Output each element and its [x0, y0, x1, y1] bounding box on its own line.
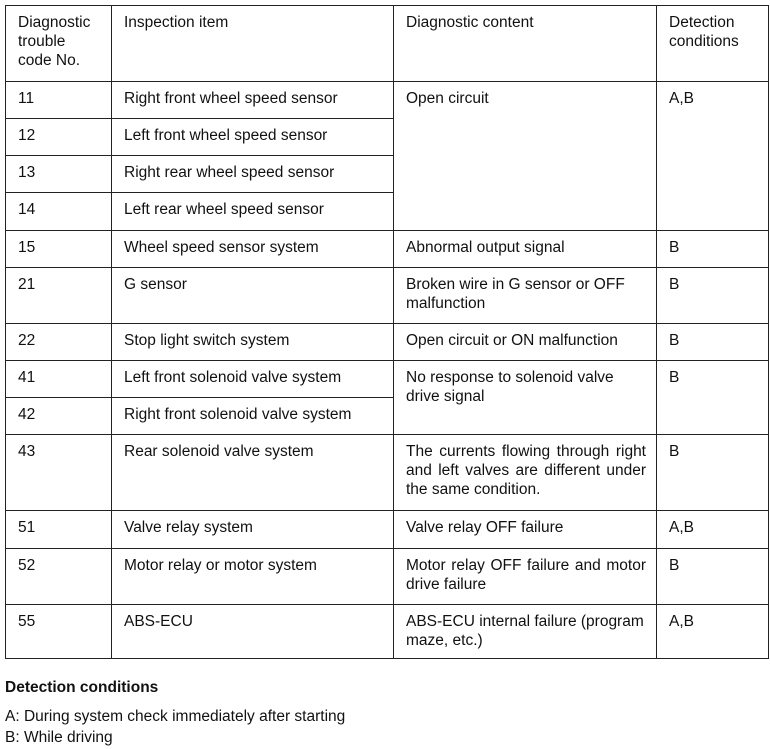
content-cell: ABS-ECU internal failure (program maze, etc.) — [394, 605, 657, 659]
table-row — [6, 549, 769, 605]
item-cell: Motor relay or motor system — [112, 549, 394, 605]
code-cell: 22 — [6, 324, 112, 361]
item-cell: Wheel speed sensor system — [112, 231, 394, 268]
content-cell: Motor relay OFF failure and motor drive failure — [394, 549, 657, 605]
code-cell: 15 — [6, 231, 112, 268]
item-cell: G sensor — [112, 268, 394, 324]
conditions-cell: B — [657, 324, 769, 361]
table-row — [6, 324, 769, 361]
content-cell: Valve relay OFF failure — [394, 511, 657, 549]
conditions-cell: B — [657, 435, 769, 511]
conditions-cell: A,B — [657, 82, 769, 231]
table-row — [6, 268, 769, 324]
code-cell: 43 — [6, 435, 112, 511]
table-row — [6, 511, 769, 549]
item-cell: Rear solenoid valve system — [112, 435, 394, 511]
conditions-cell: A,B — [657, 511, 769, 549]
item-cell: Left front wheel speed sensor — [112, 119, 394, 156]
header-code: Diagnostic trouble code No. — [6, 6, 112, 82]
table-row — [6, 82, 769, 119]
content-cell: Open circuit — [394, 82, 657, 231]
code-cell: 13 — [6, 156, 112, 193]
code-cell: 41 — [6, 361, 112, 398]
item-cell: Right rear wheel speed sensor — [112, 156, 394, 193]
conditions-cell: B — [657, 549, 769, 605]
diagnostic-code-table — [5, 5, 769, 659]
content-cell: Broken wire in G sensor or OFF malfunction — [394, 268, 657, 324]
item-cell: Right front wheel speed sensor — [112, 82, 394, 119]
notes-title: Detection conditions — [5, 679, 159, 696]
conditions-cell: B — [657, 268, 769, 324]
detection-conditions-notes — [5, 677, 345, 748]
header-conditions: Detection conditions — [657, 6, 769, 82]
conditions-cell: A,B — [657, 605, 769, 659]
table-row — [6, 605, 769, 659]
item-cell: Left front solenoid valve system — [112, 361, 394, 398]
header-item: Inspection item — [112, 6, 394, 82]
note-b: B: While driving — [5, 729, 113, 746]
code-cell: 11 — [6, 82, 112, 119]
item-cell: Left rear wheel speed sensor — [112, 193, 394, 231]
conditions-cell: B — [657, 231, 769, 268]
code-cell: 12 — [6, 119, 112, 156]
conditions-cell: B — [657, 361, 769, 435]
content-cell: The currents flowing through right and left valves are different under the same condition. — [394, 435, 657, 511]
content-cell: No response to solenoid valve drive signal — [394, 361, 657, 435]
item-cell: Right front solenoid valve system — [112, 398, 394, 435]
header-content: Diagnostic content — [394, 6, 657, 82]
code-cell: 14 — [6, 193, 112, 231]
content-cell: Abnormal output signal — [394, 231, 657, 268]
code-cell: 42 — [6, 398, 112, 435]
table-row — [6, 361, 769, 398]
table-row — [6, 435, 769, 511]
code-cell: 55 — [6, 605, 112, 659]
item-cell: Stop light switch system — [112, 324, 394, 361]
item-cell: ABS-ECU — [112, 605, 394, 659]
table-row — [6, 231, 769, 268]
code-cell: 21 — [6, 268, 112, 324]
code-cell: 52 — [6, 549, 112, 605]
code-cell: 51 — [6, 511, 112, 549]
table-header-row — [6, 6, 769, 82]
note-a: A: During system check immediately after starting — [5, 708, 346, 725]
content-cell: Open circuit or ON malfunction — [394, 324, 657, 361]
item-cell: Valve relay system — [112, 511, 394, 549]
